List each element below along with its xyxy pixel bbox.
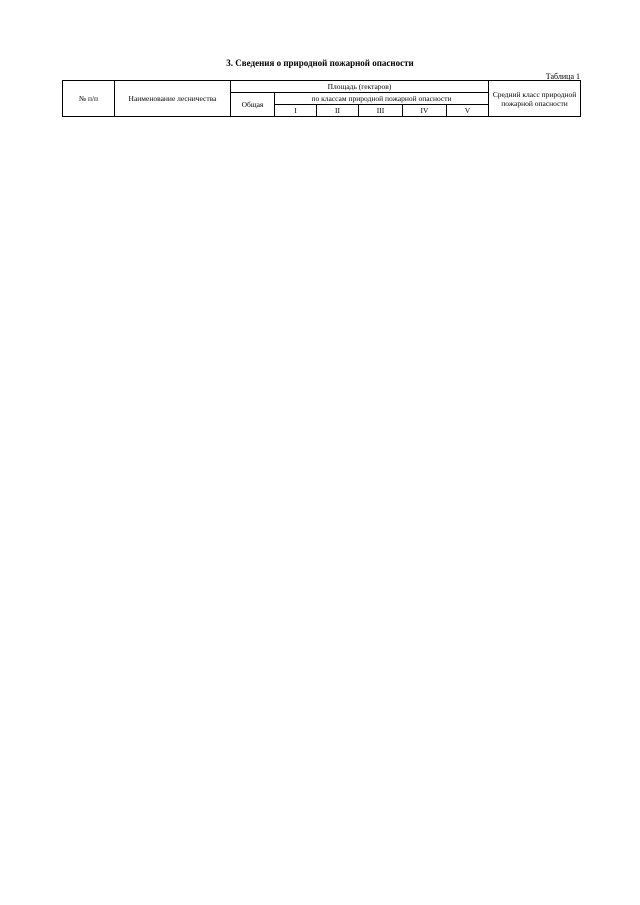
col-header-class-3: III xyxy=(359,105,403,117)
col-header-total: Общая xyxy=(231,93,275,117)
col-header-class-1: I xyxy=(275,105,317,117)
col-header-num: № п/п xyxy=(63,81,115,117)
table-caption: Таблица 1 xyxy=(545,72,580,81)
col-header-name: Наименование лесничества xyxy=(115,81,231,117)
col-header-class-4: IV xyxy=(403,105,447,117)
fire-hazard-table xyxy=(62,80,581,117)
col-header-area: Площадь (гектаров) xyxy=(231,81,489,93)
page-title: 3. Сведения о природной пожарной опасности xyxy=(226,58,414,68)
col-header-by-class: по классам природной пожарной опасности xyxy=(275,93,489,105)
col-header-class-5: V xyxy=(447,105,489,117)
col-header-class-2: II xyxy=(317,105,359,117)
col-header-avg: Средний класс природной пожарной опасности xyxy=(489,81,581,117)
